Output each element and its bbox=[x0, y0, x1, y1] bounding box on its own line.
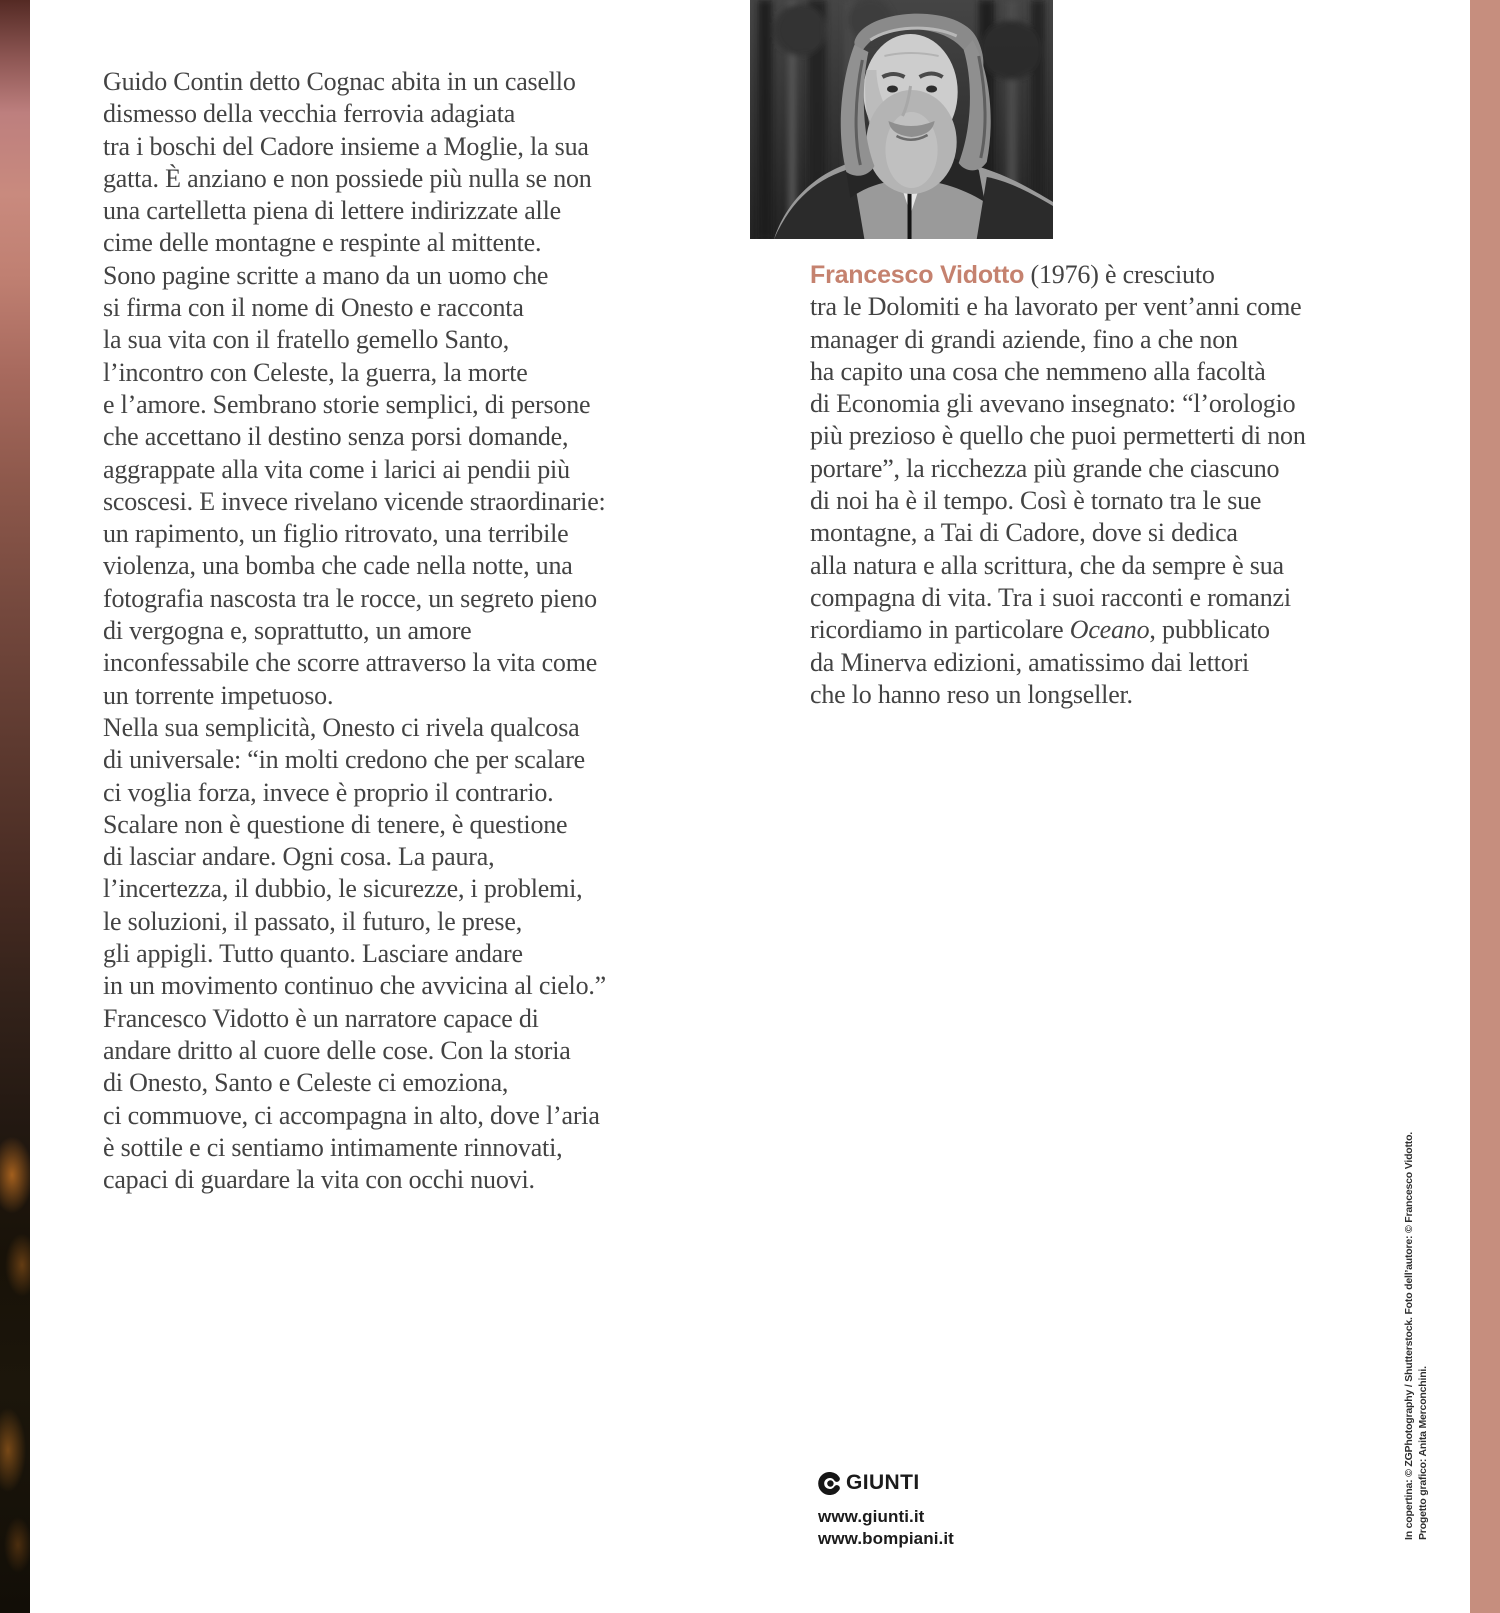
author-photo-image bbox=[750, 0, 1053, 239]
text-line: scoscesi. E invece rivelano vicende straordinarie: bbox=[103, 486, 606, 516]
text-line: e l’amore. Sembrano storie semplici, di persone bbox=[103, 389, 591, 419]
text-line: cime delle montagne e respinte al mittente. bbox=[103, 228, 542, 258]
text-line: un rapimento, un figlio ritrovato, una terribile bbox=[103, 519, 569, 549]
text-line: di universale: “in molti credono che per scalare bbox=[103, 745, 586, 775]
text-line: si firma con il nome di Onesto e racconta bbox=[103, 293, 524, 323]
giunti-logo bbox=[818, 1471, 954, 1495]
text-line: www.giunti.it bbox=[818, 1507, 925, 1526]
text-line: la sua vita con il fratello gemello Santo, bbox=[103, 325, 510, 355]
text-line: Francesco Vidotto è un narratore capace di bbox=[103, 1003, 539, 1033]
cover-photo-edge bbox=[0, 0, 30, 1613]
text-line: inconfessabile che scorre attraverso la vita come bbox=[103, 648, 598, 678]
bio-first-line bbox=[810, 259, 1410, 291]
text-line: violenza, una bomba che cade nella notte, una bbox=[103, 551, 573, 581]
text-line: tra le Dolomiti e ha lavorato per vent’anni come bbox=[810, 292, 1302, 322]
text-line: da Minerva edizioni, amatissimo dai lettori bbox=[810, 647, 1250, 677]
text-line: che lo hanno reso un longseller. bbox=[810, 679, 1133, 709]
text-line: montagne, a Tai di Cadore, dove si dedica bbox=[810, 518, 1238, 548]
text-line: di vergogna e, soprattutto, un amore bbox=[103, 616, 472, 646]
text-line: di noi ha è il tempo. Così è tornato tra le sue bbox=[810, 486, 1262, 516]
text-line: le soluzioni, il passato, il futuro, le prese, bbox=[103, 906, 522, 936]
text-line: fotografia nascosta tra le rocce, un segreto pieno bbox=[103, 583, 597, 613]
text-line: l’incertezza, il dubbio, le sicurezze, i problemi, bbox=[103, 874, 583, 904]
text-line: gli appigli. Tutto quanto. Lasciare andare bbox=[103, 939, 523, 969]
text-line: alla natura e alla scrittura, che da sempre è sua bbox=[810, 550, 1284, 580]
text-line: di Onesto, Santo e Celeste ci emoziona, bbox=[103, 1068, 509, 1098]
publisher-websites bbox=[818, 1506, 954, 1550]
text-line: un torrente impetuoso. bbox=[103, 680, 334, 710]
text-line: andare dritto al cuore delle cose. Con la storia bbox=[103, 1035, 571, 1065]
text-line: Nella sua semplicità, Onesto ci rivela qualcosa bbox=[103, 712, 580, 742]
text-line: ci voglia forza, invece è proprio il contrario. bbox=[103, 777, 554, 807]
text-line: che accettano il destino senza porsi domande, bbox=[103, 422, 569, 452]
text-line: manager di grandi aziende, fino a che non bbox=[810, 324, 1238, 354]
bio-oceano-post: , pubblicato bbox=[1149, 615, 1270, 645]
text-line: ci commuove, ci accompagna in alto, dove l’aria bbox=[103, 1100, 600, 1130]
giunti-g-icon bbox=[818, 1472, 841, 1495]
text-line: l’incontro con Celeste, la guerra, la morte bbox=[103, 357, 528, 387]
text-line: gatta. È anziano e non possiede più nulla se non bbox=[103, 163, 592, 193]
text-line: dismesso della vecchia ferrovia adagiata bbox=[103, 99, 516, 129]
publisher-block bbox=[818, 1471, 954, 1550]
text-line: capaci di guardare la vita con occhi nuovi. bbox=[103, 1165, 535, 1195]
text-line: Sono pagine scritte a mano da un uomo che bbox=[103, 260, 549, 290]
text-line: di lasciar andare. Ogni cosa. La paura, bbox=[103, 842, 495, 872]
text-line: ha capito una cosa che nemmeno alla facoltà bbox=[810, 356, 1266, 386]
text-line: www.bompiani.it bbox=[818, 1529, 954, 1548]
text-line: più prezioso è quello che puoi permetterti di non bbox=[810, 421, 1306, 451]
text-line: portare”, la ricchezza più grande che ciascuno bbox=[810, 453, 1280, 483]
giunti-logo-text: GIUNTI bbox=[846, 1471, 920, 1494]
bio-oceano-pre: ricordiamo in particolare bbox=[810, 615, 1070, 645]
bio-lines-end bbox=[810, 647, 1410, 712]
text-line: è sottile e ci sentiamo intimamente rinnovati, bbox=[103, 1132, 563, 1162]
author-photo bbox=[750, 0, 1053, 239]
author-name: Francesco Vidotto bbox=[810, 261, 1025, 289]
accent-strip bbox=[1470, 0, 1500, 1613]
text-line: una cartelletta piena di lettere indirizzate alle bbox=[103, 196, 561, 226]
text-line: Scalare non è questione di tenere, è questione bbox=[103, 809, 568, 839]
book-title-oceano: Oceano bbox=[1069, 615, 1150, 645]
synopsis-text bbox=[103, 66, 703, 1196]
text-line: compagna di vita. Tra i suoi racconti e romanzi bbox=[810, 582, 1291, 612]
credits-vertical-text bbox=[1402, 1132, 1430, 1540]
text-line: tra i boschi del Cadore insieme a Moglie, la sua bbox=[103, 131, 589, 161]
bio-lines bbox=[810, 291, 1410, 614]
text-line: di Economia gli avevano insegnato: “l’orologio bbox=[810, 389, 1296, 419]
design-credit: Progetto grafico: Anita Merconchini. bbox=[1417, 1366, 1429, 1540]
bio-first-line-rest: (1976) è cresciuto bbox=[1024, 260, 1215, 289]
author-bio bbox=[810, 259, 1410, 711]
text-line: Guido Contin detto Cognac abita in un casello bbox=[103, 67, 576, 96]
cover-credit: In copertina: © ZGPhotography / Shutterstock. Foto dell’autore: © Francesco Vidotto. bbox=[1403, 1131, 1415, 1540]
text-line: in un movimento continuo che avvicina al cielo.” bbox=[103, 971, 607, 1001]
text-line: aggrappate alla vita come i larici ai pendii più bbox=[103, 454, 570, 484]
bio-oceano-line bbox=[810, 614, 1410, 646]
